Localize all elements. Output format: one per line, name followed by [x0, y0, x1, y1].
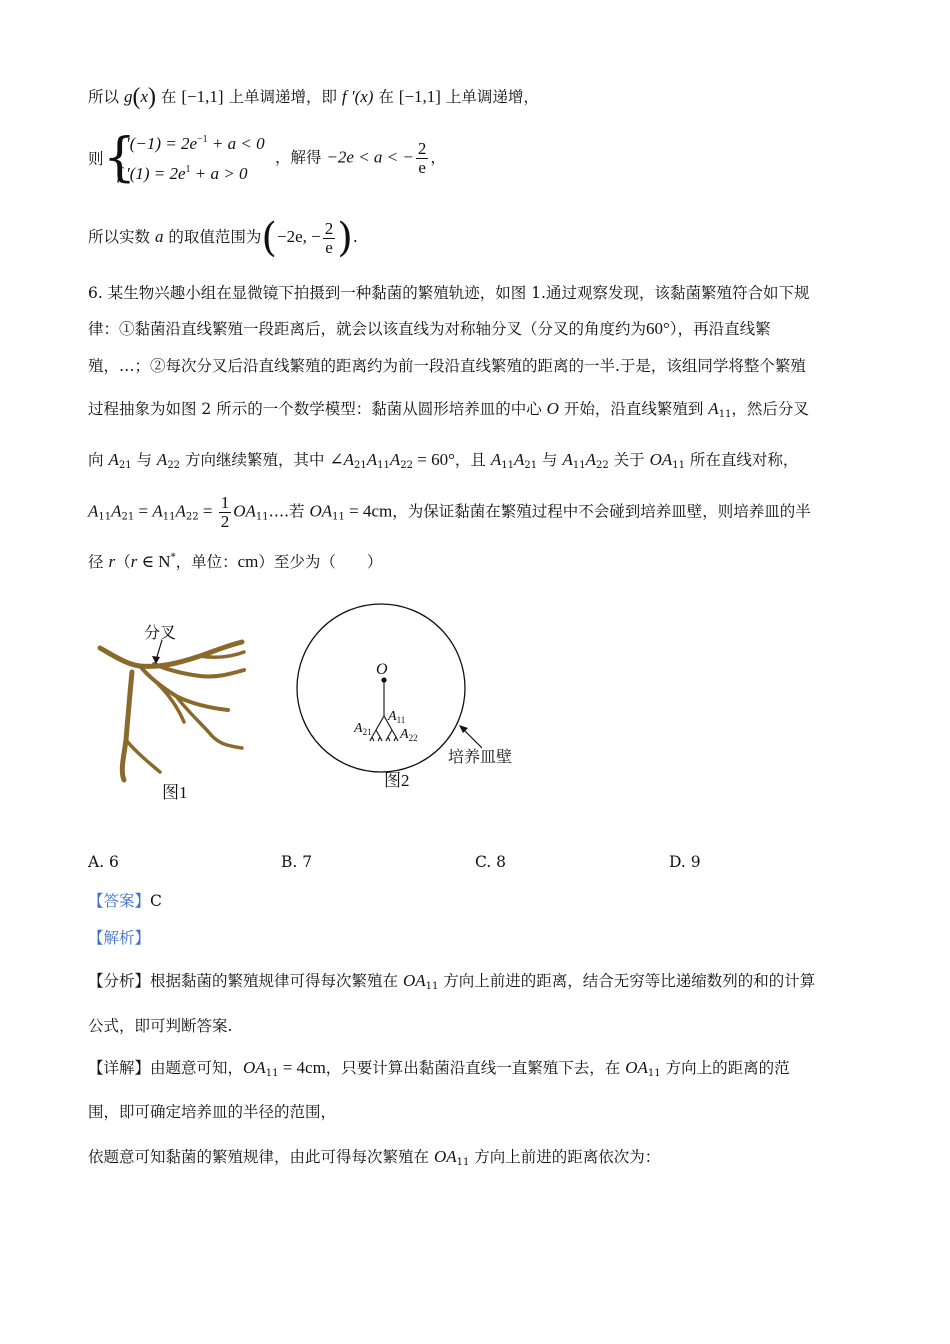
- text: 某生物兴趣小组在显微镜下拍摄到一种黏菌的繁殖轨迹，如图 1.通过观察发现，该黏菌繁殖符合如下规: [107, 284, 810, 302]
- fenxi-tag: 【分析】: [88, 972, 151, 990]
- figure-2-caption: 图2: [384, 771, 410, 790]
- math: f ′(1) = 2e: [117, 164, 186, 183]
- xiangjie-line-3: 依题意可知黏菌的繁殖规律，由此可得每次繁殖在 $OA_{11}$ 方向上前进的距离依次为：: [88, 1147, 661, 1168]
- math: −1: [197, 134, 208, 145]
- math: f ′(x): [341, 87, 374, 106]
- fenxi-line-2: 公式，即可判断答案.: [88, 1017, 233, 1035]
- text: 的取值范围为: [163, 228, 262, 246]
- text: 上单调递增，即: [223, 88, 342, 106]
- text: 过程抽象为如图 2 所示的一个数学模型：黏菌从圆形培养皿的中心: [88, 400, 547, 418]
- text: ，: [430, 148, 446, 167]
- math: + a < 0: [207, 134, 265, 153]
- question-line-1: [88, 282, 809, 304]
- text: 开始，沿直线繁殖到: [558, 400, 709, 418]
- math: g: [123, 87, 133, 106]
- analysis-heading: [88, 927, 150, 949]
- fenxi-line-1: 【分析】根据黏菌的繁殖规律可得每次繁殖在 $OA_{11}$ 方向上前进的距离，结合无穷等比递缩数列的和的计算: [88, 971, 816, 992]
- math: [−1,1]: [181, 87, 224, 106]
- math: a: [154, 227, 164, 246]
- question-line-2: [88, 318, 771, 340]
- fraction-half: $\frac{1}{2}$: [220, 493, 230, 531]
- system-prefix: [88, 148, 104, 170]
- text: 则: [88, 150, 104, 168]
- question-line-7: 径 r（r ∈ N*，单位：cm）至少为（ ）: [88, 552, 383, 571]
- text: 律：①黏菌沿直线繁殖一段距离后，就会以该直线为对称轴分叉（分叉的角度约为: [88, 320, 647, 338]
- wall-label: 培养皿壁: [448, 749, 513, 766]
- figure-1: [92, 612, 262, 808]
- math: + a > 0: [190, 164, 248, 183]
- answer-value: C: [150, 892, 162, 910]
- answer-line: [88, 890, 162, 912]
- left-brace: {: [103, 128, 137, 188]
- label-O: O: [376, 661, 388, 678]
- math: −2e, −: [276, 227, 321, 246]
- math: O: [546, 399, 559, 418]
- xiangjie-tag: 【详解】: [88, 1059, 151, 1077]
- question-number: 6.: [88, 284, 103, 302]
- text: 向: [88, 451, 109, 469]
- xiangjie-line-2: 围，即可确定培养皿的半径的范围，: [88, 1103, 337, 1121]
- question-line-6: $A_{11}A_{21} = A_{11}A_{22}$ = $\frac{1}{2}$ $OA_{11}\dots$.若 $OA_{11} = 4cm$，为保证黏菌在繁殖过程中不会碰到培养皿壁，则培养皿的半: [88, 493, 811, 531]
- answer-tag: 【答案】: [88, 892, 151, 910]
- math: −2e < a < −: [326, 147, 414, 167]
- xiangjie-line-1: 【详解】由题意可知，$OA_{11} = 4cm$，只要计算出黏菌沿直线一直繁殖下去，在 $OA_{11}$ 方向上的距离的范: [88, 1058, 790, 1079]
- wall-pointer-arrowhead: [459, 725, 468, 733]
- option-a: A. 6: [88, 853, 119, 871]
- figure-2: [296, 600, 536, 800]
- fork-label: 分叉: [144, 625, 177, 642]
- system-row-1: [117, 134, 265, 154]
- figure-1-caption: 图1: [162, 783, 188, 802]
- line-monotonic: 所以 g(x) 在 [−1,1] 上单调递增，即 f ′(x) 在 [−1,1] 上单调递增，: [88, 84, 539, 110]
- label-A21: $A_{21}$: [354, 721, 372, 737]
- fraction: $\frac{2}{e}$: [417, 139, 427, 177]
- fraction: $\frac{2}{e}$: [324, 218, 334, 257]
- question-line-4: 过程抽象为如图 2 所示的一个数学模型：黏菌从圆形培养皿的中心 O 开始，沿直线繁殖到 $A_{11}$，然后分叉: [88, 399, 809, 420]
- option-b: B. 7: [281, 853, 313, 871]
- text: 在: [373, 88, 399, 106]
- system-row-2: [117, 164, 247, 184]
- label-A11: $A_{11}$: [388, 709, 406, 725]
- math: x: [140, 87, 148, 106]
- text: 殖，…；②每次分叉后沿直线繁殖的距离约为前一段沿直线繁殖的距离的一半.于是，该组同学将整个繁殖: [88, 357, 806, 375]
- math: 1: [185, 164, 191, 175]
- text: 所以实数: [88, 228, 155, 246]
- math: f ′(−1) = 2e: [117, 134, 198, 153]
- text: 上单调递增，: [440, 88, 539, 106]
- option-c: C. 8: [475, 853, 507, 871]
- option-d: D. 9: [669, 853, 701, 871]
- text: .: [352, 228, 358, 246]
- text: 在: [155, 88, 182, 106]
- math: 60°: [646, 319, 670, 338]
- petri-dish-wall: [297, 604, 465, 772]
- math: A: [708, 399, 719, 418]
- analysis-tag: 【解析】: [88, 929, 151, 947]
- question-line-5: 向 $A_{21}$ 与 $A_{22}$ 方向继续繁殖，其中 $\angle A_{21}A_{11}A_{22} = 60^\circ$，且 $A_{11}A_{21}$ 与 $A_{11}A_{22}$ 关于 $OA_{11}$ 所在直线对称，: [88, 450, 799, 471]
- text: ，然后分叉: [731, 400, 809, 418]
- math: [−1,1]: [398, 87, 441, 106]
- solve-result: [275, 140, 446, 177]
- text: 所以: [88, 88, 124, 106]
- question-line-3: [88, 355, 806, 377]
- text: ），再沿直线繁: [669, 320, 771, 338]
- line-range: 所以实数 a 的取值范围为(−2e, − $\frac{2}{e}$ ).: [88, 215, 358, 261]
- text: ，解得: [275, 148, 327, 167]
- label-A22: $A_{22}$: [400, 727, 418, 743]
